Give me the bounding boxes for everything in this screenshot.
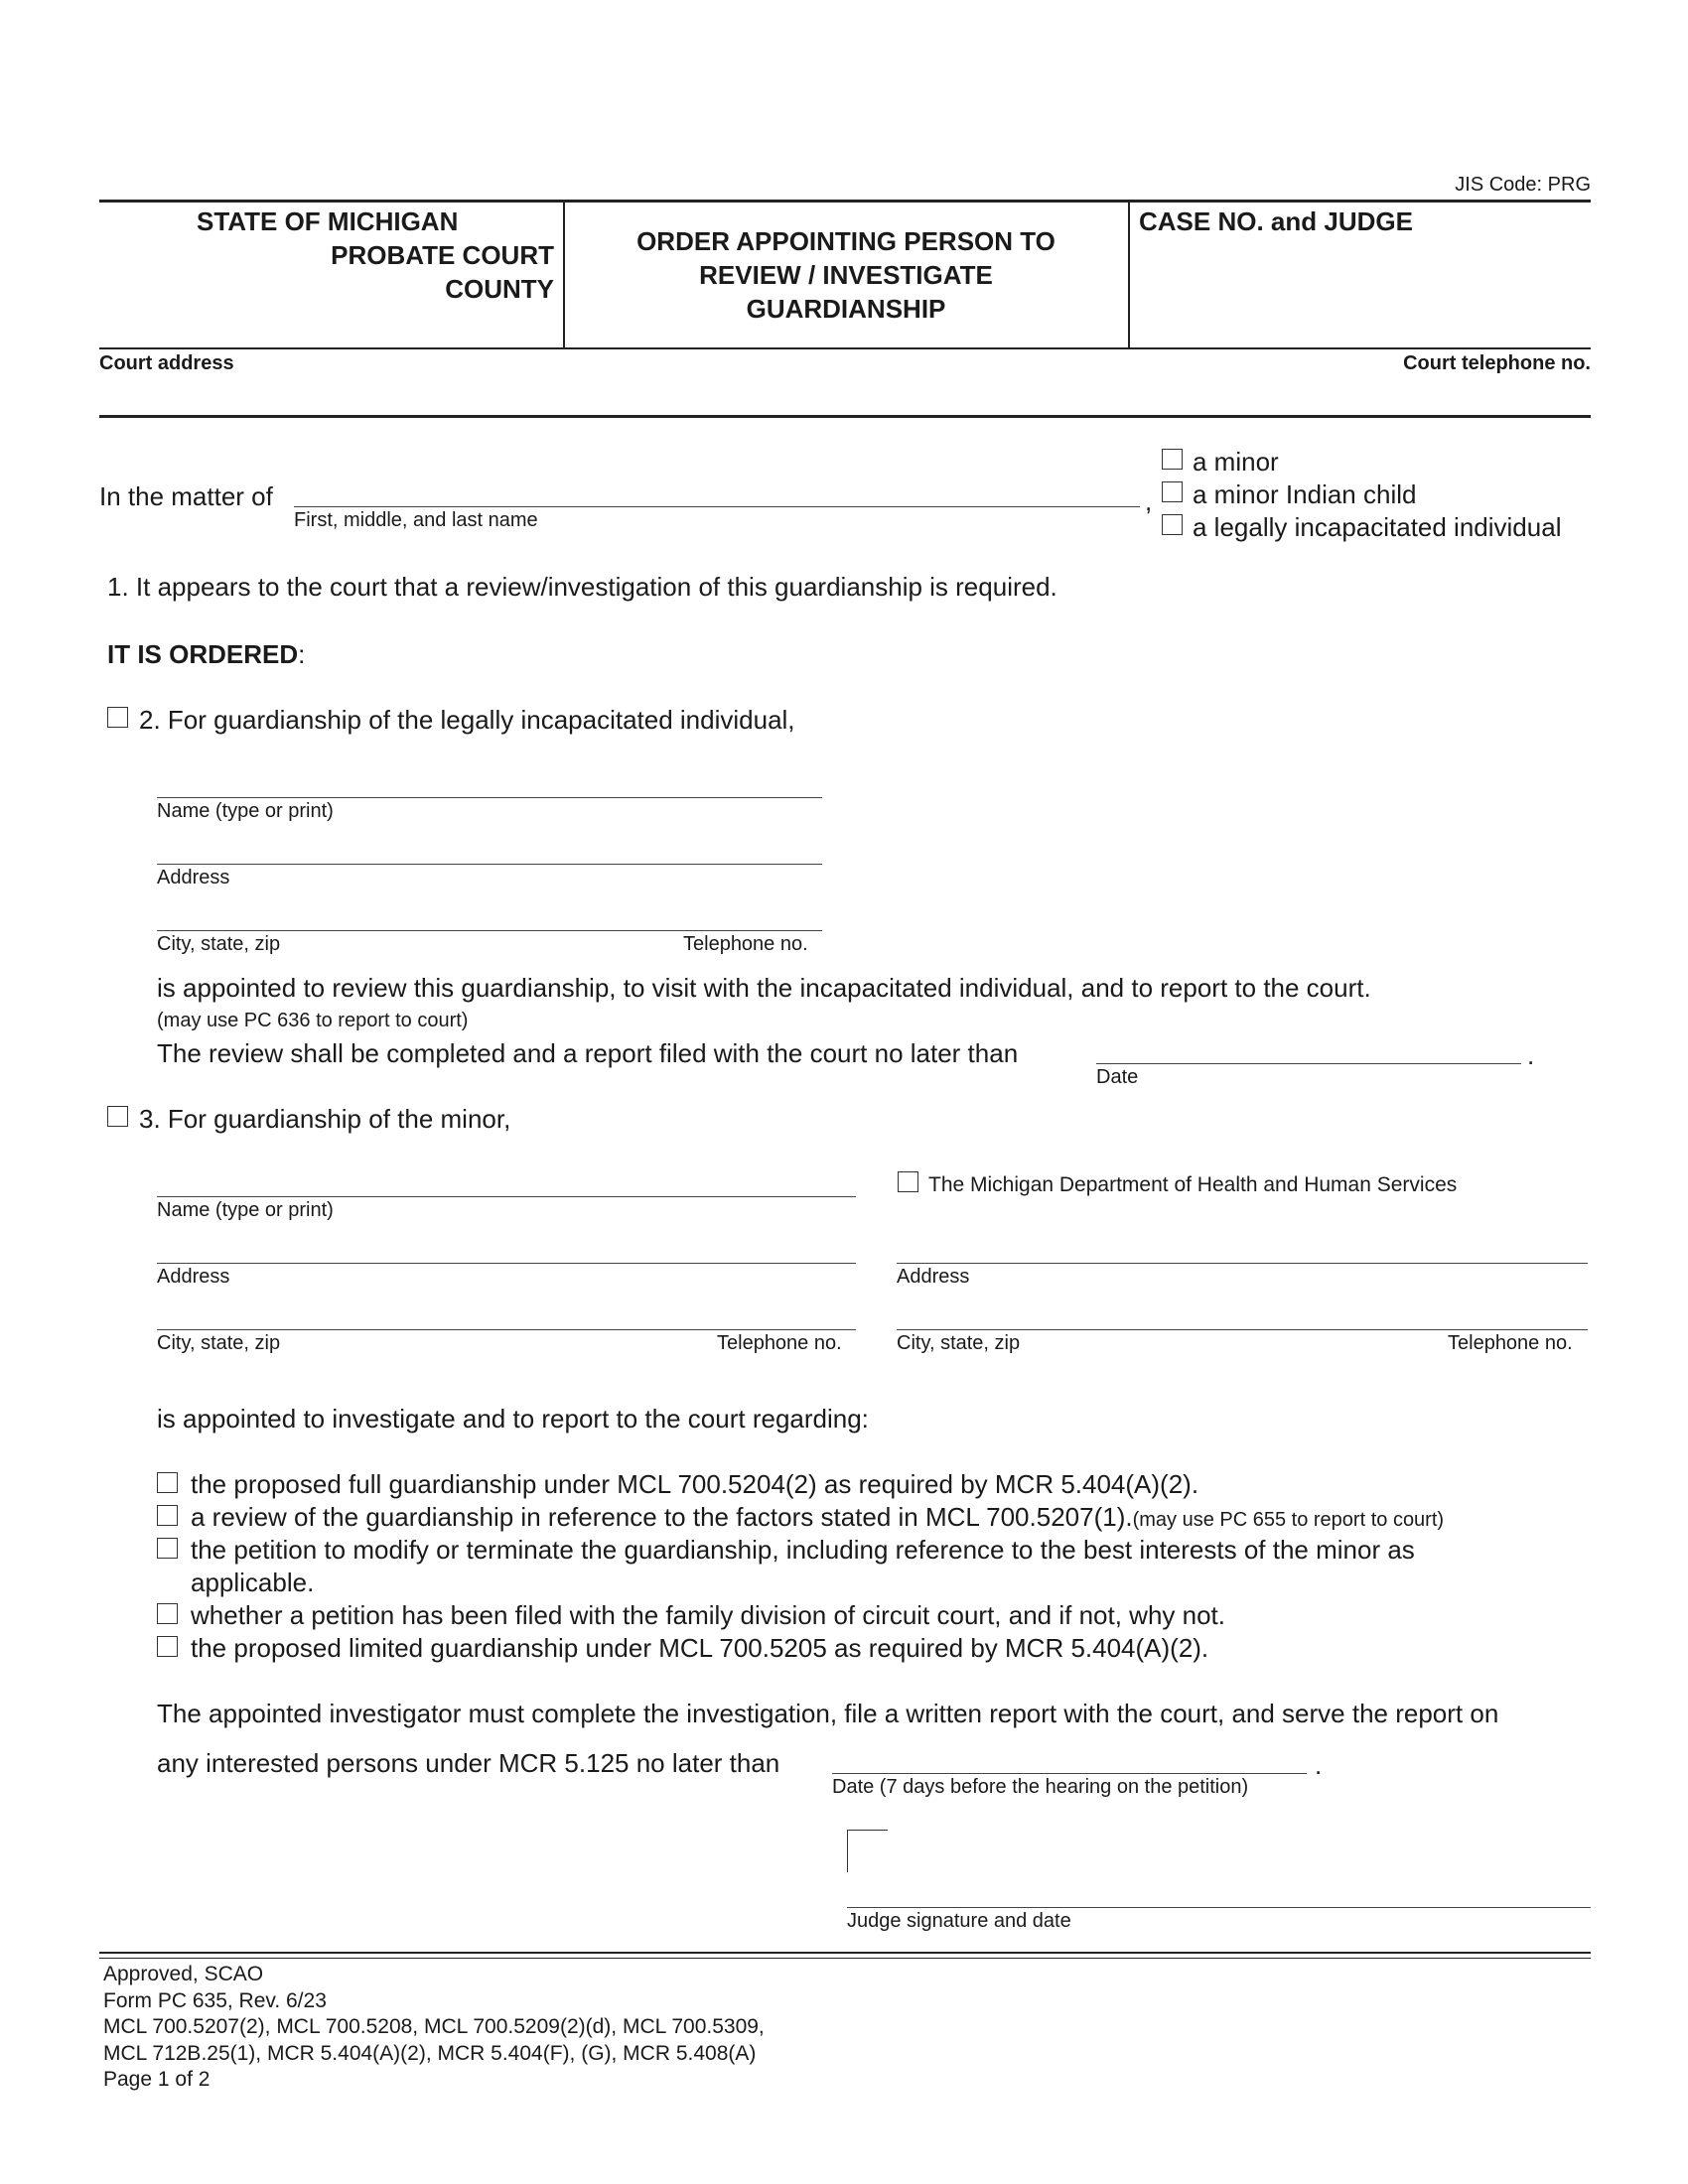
case-no-judge-label: CASE NO. and JUDGE — [1139, 206, 1413, 236]
signature-corner-mark — [847, 1830, 888, 1872]
modify-terminate-label: the petition to modify or terminate the guardianship, including reference to the best interests of the minor as — [191, 1535, 1415, 1565]
item2-heading: 2. For guardianship of the legally incapacitated individual, — [139, 705, 795, 735]
full-guardianship-checkbox[interactable] — [157, 1472, 178, 1493]
footer-page-number: Page 1 of 2 — [103, 2068, 211, 2091]
form-title — [566, 224, 1126, 326]
header-top-rule — [99, 200, 1591, 203]
item3-name-label: Name (type or print) — [157, 1199, 334, 1221]
mdhhs-city-label: City, state, zip — [897, 1332, 1021, 1354]
investigation-date-field[interactable] — [832, 1773, 1307, 1774]
respondent-name-caption: First, middle, and last name — [294, 509, 538, 531]
limited-guardianship-checkbox[interactable] — [157, 1636, 178, 1657]
footer-block — [103, 1962, 765, 2094]
item3-address-field[interactable] — [157, 1263, 856, 1264]
item3-appointed-text: is appointed to investigate and to report to the court regarding: — [157, 1404, 869, 1433]
matter-comma: , — [1145, 486, 1153, 516]
item2-name-label: Name (type or print) — [157, 800, 334, 822]
item3-city-label: City, state, zip — [157, 1332, 281, 1354]
footer-rule-bottom — [99, 1958, 1591, 1959]
pc655-note: (may use PC 655 to report to court) — [1132, 1509, 1445, 1531]
court-block — [99, 205, 554, 306]
item3-city-field[interactable] — [157, 1329, 856, 1330]
item2-address-label: Address — [157, 867, 230, 888]
footer-form-number: Form PC 635, Rev. 6/23 — [103, 1988, 327, 2012]
footer-authority-line1: MCL 700.5207(2), MCL 700.5208, MCL 700.5209(2)(d), MCL 700.5309, — [103, 2015, 765, 2038]
judge-signature-label: Judge signature and date — [847, 1910, 1071, 1932]
family-division-petition-checkbox[interactable] — [157, 1603, 178, 1624]
header-divider-left — [563, 200, 565, 348]
respondent-name-field[interactable] — [294, 506, 1140, 507]
item2-city-field[interactable] — [157, 930, 822, 931]
case-no-field[interactable] — [1132, 238, 1589, 345]
footer-rule-top — [99, 1952, 1591, 1954]
item3-phone-label: Telephone no. — [717, 1332, 842, 1354]
investigator-instructions: The appointed investigator must complete the investigation, file a written report with the court, and serve the report on — [157, 1699, 1499, 1728]
mdhhs-checkbox[interactable] — [898, 1171, 918, 1192]
item2-deadline-text: The review shall be completed and a report filed with the court no later than — [157, 1038, 1019, 1068]
form-title-line1: ORDER APPOINTING PERSON TO — [636, 226, 1055, 256]
guardianship-review-checkbox[interactable] — [157, 1505, 178, 1526]
form-title-line2: REVIEW / INVESTIGATE — [699, 260, 993, 290]
modify-terminate-label-cont: applicable. — [191, 1568, 315, 1597]
legally-incapacitated-option-label: a legally incapacitated individual — [1193, 512, 1562, 542]
mdhhs-label: The Michigan Department of Health and Human Services — [928, 1173, 1458, 1196]
item2-address-field[interactable] — [157, 864, 822, 865]
item1-text: 1. It appears to the court that a review/investigation of this guardianship is required. — [107, 572, 1057, 602]
mdhhs-city-field[interactable] — [897, 1329, 1588, 1330]
county-label: COUNTY — [445, 274, 554, 304]
state-name: STATE OF MICHIGAN — [197, 206, 459, 236]
form-title-line3: GUARDIANSHIP — [746, 294, 946, 324]
address-rule — [99, 415, 1591, 418]
minor-option-label: a minor — [1193, 447, 1279, 477]
investigation-date-caption: Date (7 days before the hearing on the petition) — [832, 1776, 1249, 1798]
legally-incapacitated-checkbox[interactable] — [1162, 514, 1183, 535]
minor-indian-child-option-label: a minor Indian child — [1193, 479, 1417, 509]
footer-authority-line2: MCL 712B.25(1), MCR 5.404(A)(2), MCR 5.404(F), (G), MCR 5.408(A) — [103, 2041, 757, 2065]
family-division-petition-label: whether a petition has been filed with the family division of circuit court, and if not, why not. — [191, 1600, 1225, 1630]
judge-signature-field[interactable] — [847, 1907, 1591, 1908]
modify-terminate-checkbox[interactable] — [157, 1538, 178, 1559]
investigation-period: . — [1315, 1750, 1323, 1780]
it-is-ordered — [107, 639, 305, 669]
item3-name-field[interactable] — [157, 1196, 856, 1197]
mdhhs-phone-label: Telephone no. — [1448, 1332, 1573, 1354]
investigator-deadline-text: any interested persons under MCR 5.125 no later than — [157, 1748, 780, 1778]
matter-label: In the matter of — [99, 481, 273, 511]
item3-heading: 3. For guardianship of the minor, — [139, 1104, 511, 1134]
guardianship-review-label: a review of the guardianship in reference to the factors stated in MCL 700.5207(1). — [191, 1502, 1133, 1532]
mdhhs-address-label: Address — [897, 1266, 970, 1288]
item3-checkbox[interactable] — [107, 1106, 128, 1127]
court-address-label: Court address — [99, 352, 234, 374]
footer-approved: Approved, SCAO — [103, 1963, 264, 1985]
item2-date-field[interactable] — [1096, 1063, 1521, 1064]
court-phone-label: Court telephone no. — [1403, 352, 1591, 374]
item2-city-label: City, state, zip — [157, 933, 281, 955]
minor-checkbox[interactable] — [1162, 449, 1183, 470]
item2-period: . — [1527, 1040, 1535, 1070]
item2-name-field[interactable] — [157, 797, 822, 798]
item2-phone-label: Telephone no. — [683, 933, 808, 955]
item2-appointed-text: is appointed to review this guardianship, to visit with the incapacitated individual, and to report to the court. — [157, 973, 1371, 1003]
item2-pc636-note: (may use PC 636 to report to court) — [157, 1010, 469, 1031]
guardianship-review-option — [191, 1502, 1444, 1532]
jis-code: JIS Code: PRG — [1455, 174, 1591, 196]
item2-checkbox[interactable] — [107, 707, 128, 728]
it-is-ordered-colon: : — [298, 639, 306, 669]
court-name: PROBATE COURT — [331, 240, 554, 270]
minor-indian-child-checkbox[interactable] — [1162, 481, 1183, 502]
item3-address-label: Address — [157, 1266, 230, 1288]
mdhhs-address-field[interactable] — [897, 1263, 1588, 1264]
header-bottom-rule — [99, 347, 1591, 349]
limited-guardianship-label: the proposed limited guardianship under MCL 700.5205 as required by MCR 5.404(A)(2). — [191, 1633, 1209, 1663]
it-is-ordered-label: IT IS ORDERED — [107, 639, 299, 669]
item2-date-label: Date — [1096, 1066, 1139, 1088]
full-guardianship-label: the proposed full guardianship under MCL 700.5204(2) as required by MCR 5.404(A)(2). — [191, 1469, 1199, 1499]
header-divider-right — [1128, 200, 1130, 348]
